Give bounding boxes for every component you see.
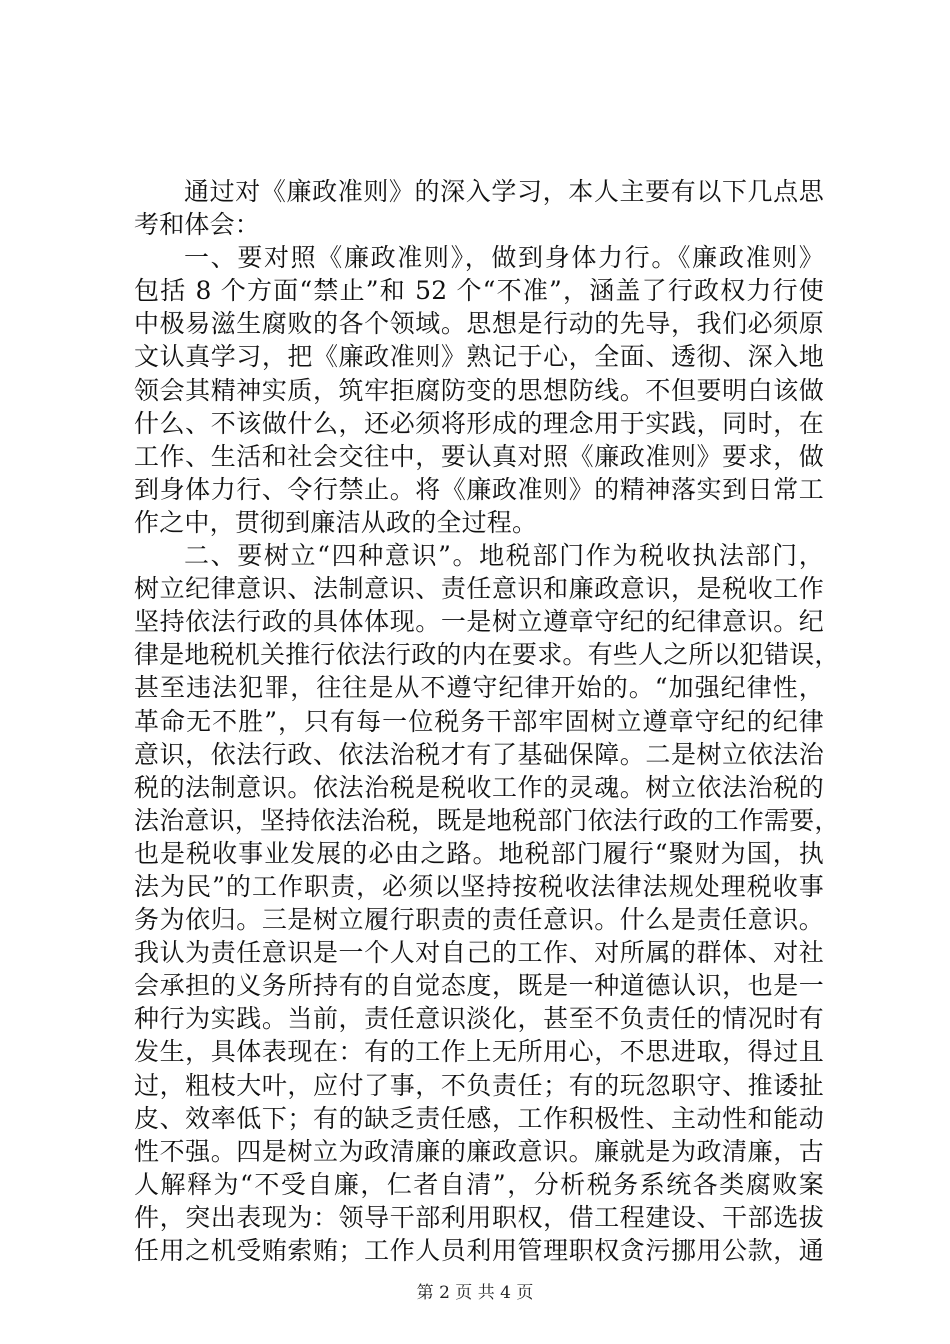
text-line: 性不强。四是树立为政清廉的廉政意识。廉就是为政清廉，古 <box>134 1136 824 1166</box>
text-line: 税的法制意识。依法治税是税收工作的灵魂。树立依法治税的 <box>134 772 824 802</box>
text-line: 件，突出表现为：领导干部利用职权，借工程建设、干部选拔 <box>134 1202 824 1232</box>
page-footer: 第 2 页 共 4 页 <box>416 1283 534 1303</box>
text-line: 任用之机受贿索贿；工作人员利用管理职权贪污挪用公款，通 <box>134 1236 824 1265</box>
text-line: 过，粗枝大叶，应付了事，不负责任；有的玩忽职守、推诿扯 <box>134 1070 824 1100</box>
text-line: 种行为实践。当前，责任意识淡化，甚至不负责任的情况时有 <box>134 1004 824 1034</box>
text-line: 工作、生活和社会交往中，要认真对照《廉政准则》要求，做 <box>134 441 824 471</box>
text-line: 意识，依法行政、依法治税才有了基础保障。二是树立依法治 <box>134 739 824 769</box>
text-line: 人解释为“不受自廉，仁者自清”，分析税务系统各类腐败案 <box>134 1169 824 1199</box>
text-line: 中极易滋生腐败的各个领域。思想是行动的先导，我们必须原 <box>134 309 824 339</box>
text-line: 包括 8 个方面“禁止”和 52 个“不准”，涵盖了行政权力行使 <box>134 276 824 306</box>
text-line: 什么、不该做什么，还必须将形成的理念用于实践，同时，在 <box>134 408 824 438</box>
text-line: 树立纪律意识、法制意识、责任意识和廉政意识，是税收工作 <box>134 574 824 604</box>
text-line: 领会其精神实质，筑牢拒腐防变的思想防线。不但要明白该做 <box>134 375 824 405</box>
text-line: 通过对《廉政准则》的深入学习，本人主要有以下几点思 <box>184 177 824 206</box>
text-line: 作之中，贯彻到廉洁从政的全过程。 <box>134 507 538 537</box>
text-line: 会承担的义务所持有的自觉态度，既是一种道德认识，也是一 <box>134 971 824 1001</box>
text-line: 二、要树立“四种意识”。地税部门作为税收执法部门， <box>184 541 824 571</box>
text-line: 考和体会： <box>134 210 261 240</box>
text-line: 发生，具体表现在：有的工作上无所用心，不思进取，得过且 <box>134 1037 824 1067</box>
text-line: 法治意识，坚持依法治税，既是地税部门依法行政的工作需要， <box>134 805 840 835</box>
text-line: 到身体力行、令行禁止。将《廉政准则》的精神落实到日常工 <box>134 474 824 504</box>
text-line: 务为依归。三是树立履行职责的责任意识。什么是责任意识。 <box>134 905 824 935</box>
text-line: 文认真学习，把《廉政准则》熟记于心，全面、透彻、深入地 <box>134 342 824 372</box>
text-line: 甚至违法犯罪，往往是从不遵守纪律开始的。“加强纪律性， <box>134 673 824 703</box>
text-line: 律是地税机关推行依法行政的内在要求。有些人之所以犯错误， <box>134 640 840 670</box>
text-line: 一、要对照《廉政准则》，做到身体力行。《廉政准则》 <box>184 243 824 273</box>
text-line: 我认为责任意识是一个人对自己的工作、对所属的群体、对社 <box>134 938 824 968</box>
text-line: 皮、效率低下；有的缺乏责任感，工作积极性、主动性和能动 <box>134 1103 824 1133</box>
text-line: 革命无不胜”，只有每一位税务干部牢固树立遵章守纪的纪律 <box>134 706 824 736</box>
text-line: 法为民”的工作职责，必须以坚持按税收法律法规处理税收事 <box>134 871 824 901</box>
text-line: 也是税收事业发展的必由之路。地税部门履行“聚财为国，执 <box>134 838 824 868</box>
body-text <box>134 175 840 1267</box>
text-line: 坚持依法行政的具体体现。一是树立遵章守纪的纪律意识。纪 <box>134 607 824 637</box>
